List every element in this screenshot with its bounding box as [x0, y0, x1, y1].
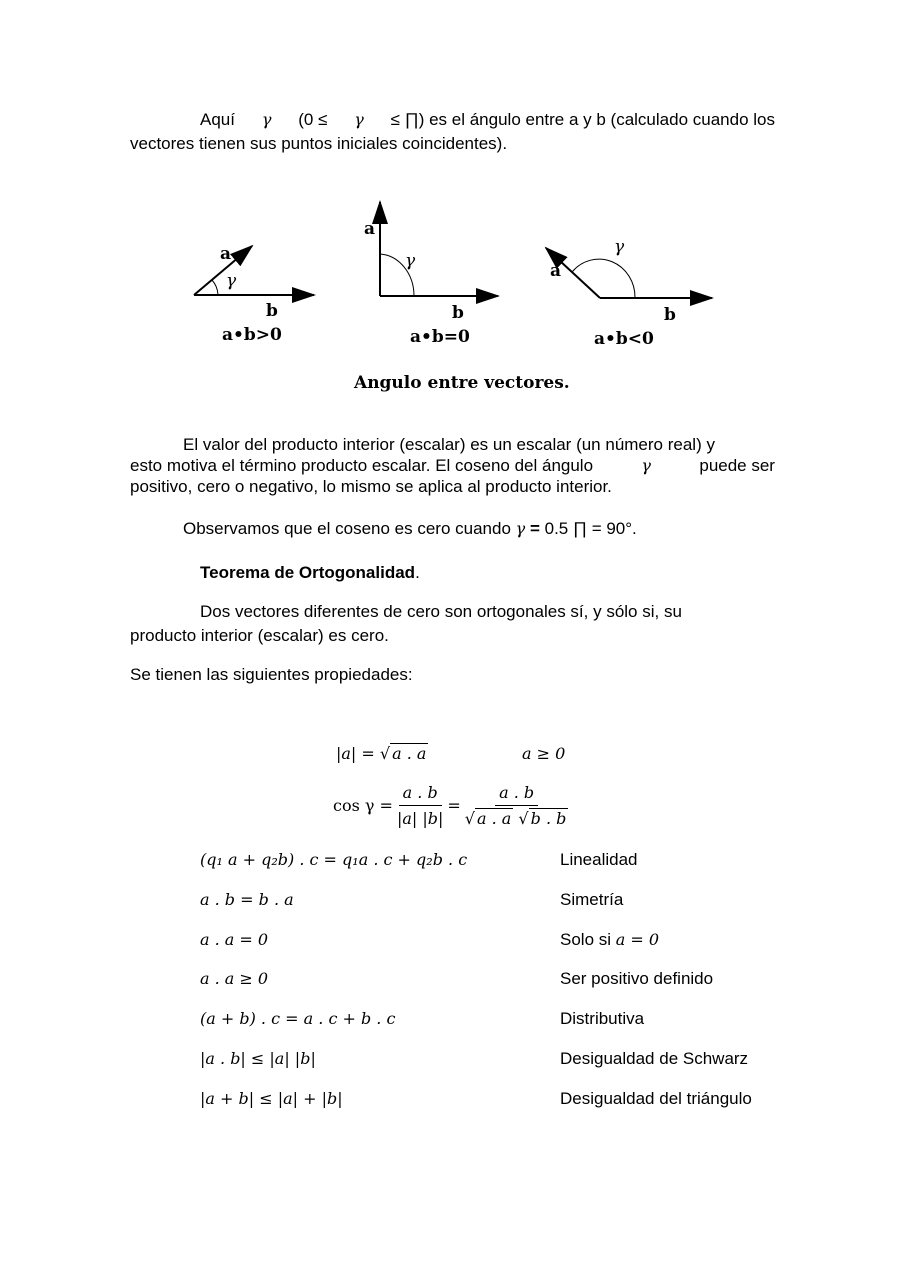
property-expression: |a + b| ≤ |a| + |b| — [200, 1089, 343, 1108]
equals-sign: = — [529, 519, 540, 538]
cos-numerator-2: a . b — [495, 783, 538, 806]
angle-arc — [212, 280, 218, 295]
intro-text-b: (0 ≤ — [298, 110, 328, 129]
scalar-line-1 — [130, 434, 775, 455]
vector-angle-figure — [180, 190, 740, 395]
scalar-line-2 — [130, 455, 775, 476]
property-expression: (q₁ a + q₂b) . c = q₁a . c + q₂b . c — [200, 850, 468, 869]
theorem-title-text: Teorema de Ortogonalidad — [200, 563, 416, 582]
property-expression: a . a = 0 — [200, 930, 269, 949]
relation-label: a•b<0 — [594, 329, 654, 349]
property-expression: |a . b| ≤ |a| |b| — [200, 1049, 316, 1068]
property-row-simetria — [200, 890, 780, 912]
property-name: Desigualdad de Schwarz — [560, 1049, 749, 1068]
norm-radicand: a . a — [392, 744, 427, 763]
theorem-title-dot: . — [415, 563, 420, 582]
theorem-text-1: Dos vectores diferentes de cero son ortogonales sí, y sólo si, su — [200, 602, 682, 621]
norm-lhs: |a| = — [336, 744, 380, 763]
scalar-paragraph — [130, 434, 775, 497]
property-row-distributiva — [200, 1009, 780, 1031]
figure-acute — [194, 244, 314, 345]
cos-numerator-1: a . b — [399, 783, 442, 806]
intro-text-c: ≤ ∏) es el ángulo entre a y b (calculado cuando los — [390, 110, 775, 129]
property-name: Linealidad — [560, 850, 638, 869]
property-row-solo-si — [200, 930, 780, 952]
property-name-math: a = 0 — [615, 930, 660, 949]
gamma-symbol: γ — [261, 110, 272, 129]
property-expression: a . a ≥ 0 — [200, 969, 269, 988]
property-row-positivo — [200, 969, 780, 991]
theorem-line-1 — [130, 601, 775, 622]
figure-obtuse — [546, 237, 712, 349]
property-name-text: Solo si — [560, 930, 612, 949]
scalar-text-2b: puede ser — [699, 456, 775, 475]
angle-arc — [572, 259, 635, 298]
cos-fraction-2 — [461, 783, 573, 828]
property-name: Distributiva — [560, 1009, 645, 1028]
cos-denominator-1: |a| |b| — [396, 809, 444, 828]
scalar-text-1: El valor del producto interior (escalar) es un escalar (un número real) y — [183, 435, 715, 454]
cos-radicand-b: b . b — [530, 809, 567, 828]
label-b: b — [266, 301, 278, 321]
property-row-linealidad — [200, 850, 780, 872]
properties-intro: Se tienen las siguientes propiedades: — [130, 665, 413, 684]
property-row-schwarz — [200, 1049, 780, 1071]
norm-condition: a ≥ 0 — [522, 744, 566, 763]
cos-equals: = — [447, 796, 461, 815]
label-a: a — [550, 261, 562, 281]
property-name: Simetría — [560, 890, 624, 909]
label-a: a — [220, 244, 232, 264]
relation-label: a•b>0 — [222, 325, 282, 345]
intro-text-a: Aquí — [200, 110, 235, 129]
theorem-title — [200, 562, 420, 583]
property-expression: (a + b) . c = a . c + b . c — [200, 1009, 396, 1028]
label-gamma: γ — [614, 237, 625, 257]
norm-formula — [336, 744, 428, 763]
cosine-formula — [333, 783, 572, 828]
cos-denominator-2: √ a . a √ b . b — [464, 809, 567, 828]
cosine-text: Observamos que el coseno es cero cuando — [183, 519, 511, 538]
theorem-line-2: producto interior (escalar) es cero. — [130, 626, 389, 645]
property-row-triangulo — [200, 1089, 780, 1111]
property-expression: a . b = b . a — [200, 890, 294, 909]
gamma-symbol: γ — [354, 110, 364, 129]
label-a: a — [364, 219, 376, 239]
scalar-line-3: positivo, cero o negativo, lo mismo se aplica al producto interior. — [130, 477, 612, 496]
label-gamma: γ — [405, 251, 416, 271]
gamma-symbol: γ — [515, 519, 526, 538]
label-gamma: γ — [226, 271, 237, 291]
figure-caption: Angulo entre vectores. — [354, 373, 570, 393]
property-name: Ser positivo definido — [560, 969, 714, 988]
sqrt-symbol: √ — [379, 744, 391, 763]
theorem-paragraph — [130, 601, 775, 646]
cos-radicand-a: a . a — [477, 809, 512, 828]
intro-line-1 — [130, 109, 775, 130]
intro-line-2: vectores tienen sus puntos iniciales coincidentes). — [130, 134, 508, 153]
property-name — [560, 930, 659, 950]
gamma-symbol: γ — [641, 456, 651, 475]
cosine-zero-paragraph — [183, 518, 637, 539]
label-b: b — [664, 305, 676, 325]
cos-lhs: cos γ = — [333, 796, 393, 815]
scalar-text-2a: esto motiva el término producto escalar. El coseno del ángulo — [130, 456, 594, 475]
figure-right — [364, 202, 498, 347]
label-b: b — [452, 303, 464, 323]
cosine-value: 0.5 ∏ = 90°. — [544, 519, 637, 538]
relation-label: a•b=0 — [410, 327, 470, 347]
intro-paragraph — [130, 109, 775, 154]
property-name: Desigualdad del triángulo — [560, 1089, 752, 1108]
cos-fraction-1 — [393, 783, 447, 828]
